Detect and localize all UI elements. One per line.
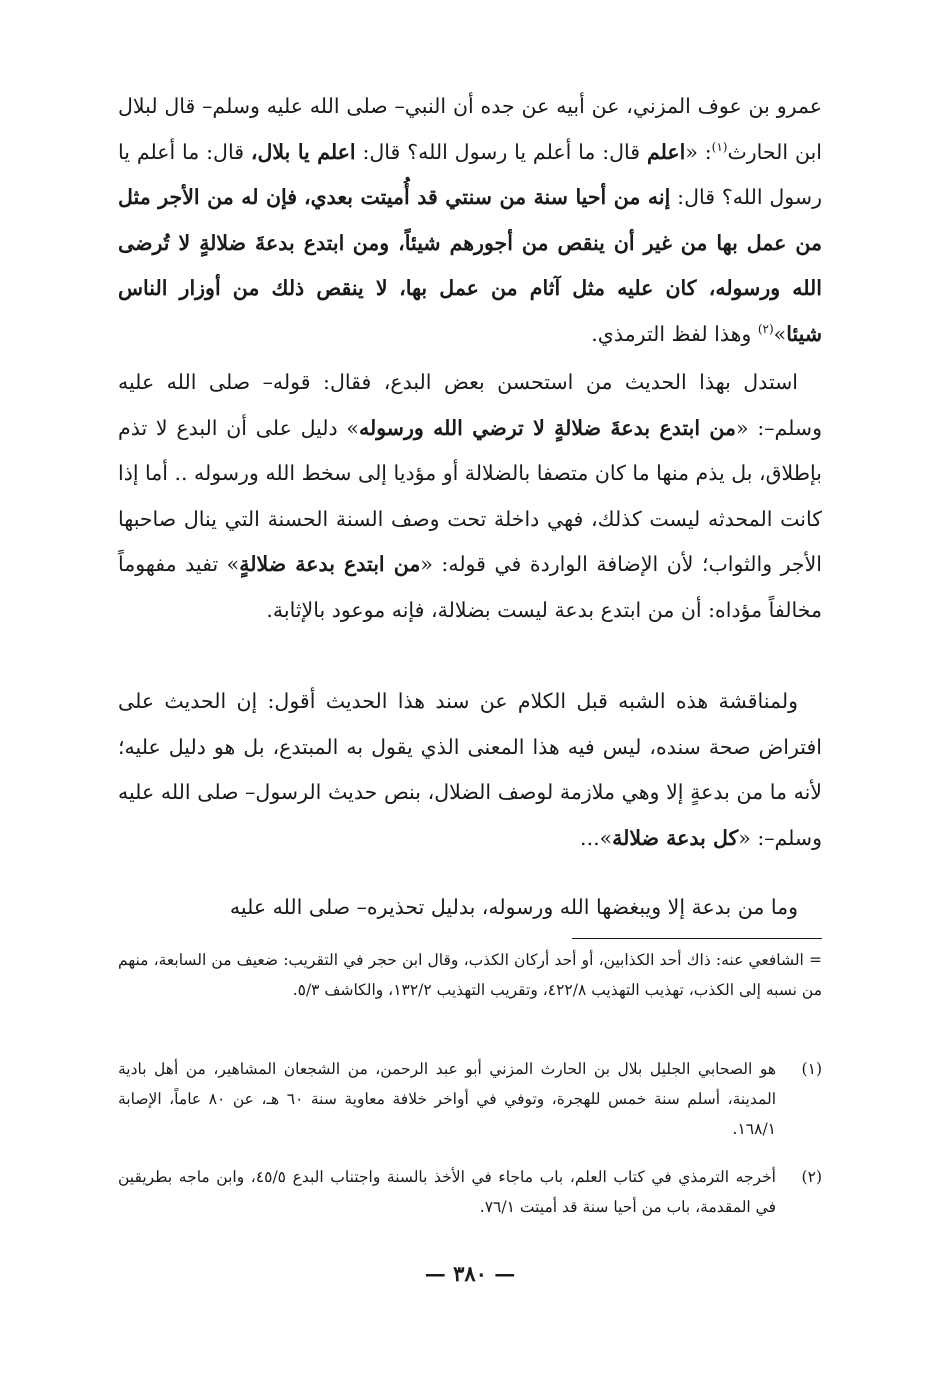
text: »... <box>580 825 613 850</box>
bold-text: من ابتدع بدعة ضلالةٍ <box>239 552 421 576</box>
text: وهذا لفظ الترمذي. <box>591 321 758 346</box>
bold-text: كل بدعة ضلالة <box>612 825 739 850</box>
text: : « <box>685 139 712 164</box>
text: » <box>773 321 787 346</box>
bold-text: من ابتدع بدعةَ ضلالةٍ لا ترضي الله ورسوله <box>358 415 737 440</box>
footnote-ref-1[interactable]: (١) <box>711 139 728 154</box>
bold-text: فإن له من الأجر مثل من عمل بها من غير أن ينقص من أجورهم شيئاً، ومن <box>118 185 822 255</box>
text: قال: ما أعلم يا رسول الله؟ قال: <box>118 139 822 209</box>
bold-text: إنه من أحيا سنة من سنتي قد أُميتت بعدي، <box>303 185 671 209</box>
text: عمرو بن عوف المزني، عن أبيه عن جده أن النبي– صلى الله عليه وسلم– قال <box>164 94 822 118</box>
paragraph-hadith <box>118 84 822 357</box>
footnote-1 <box>118 1054 822 1144</box>
text: ولمناقشة هذه الشبه قبل الكلام عن سند هذا الحديث أقول: إن الحديث على افتراض صحة سنده، ليس فيه هذا المعنى الذي يقول به المبتدع، بل هو دليل عليه؛ لأنه ما من بدعةٍ إلا وهي ملازمة لوصف الضلال، بنص حديث الرسول– صلى الله عليه وسلم–: « <box>118 689 822 850</box>
paragraph-argument <box>118 360 822 633</box>
text: استدل بهذا الحديث من استحسن بعض البدع، فقال: قوله– صلى الله عليه وسلم–: « <box>118 370 822 440</box>
page-number: — ٣٨٠ — <box>424 1261 516 1286</box>
footnote-continuation: = الشافعي عنه: ذاك أحد الكذابين، أو أحد أركان الكذب، وقال ابن حجر في التقريب: ضعيف من السابعة، منهم من نسبه إلى الكذب، تهذيب التهذيب ٤٢٢/٨، وتقريب التهذيب ١٣٢/٢، والكاشف ٥/٣. <box>118 951 822 999</box>
footnote-2 <box>118 1162 822 1222</box>
paragraph-continuation <box>118 885 822 931</box>
text: وما من بدعة إلا ويبغضها الله ورسوله، بدليل تحذيره– صلى الله عليه <box>229 895 798 919</box>
footnote-marker: (١) <box>801 1060 822 1078</box>
bold-text: لا ينقص ذلك من أوزار الناس شيئا <box>118 276 822 346</box>
footnote-marker: (٢) <box>801 1168 822 1186</box>
bold-text: اعلم <box>646 139 686 164</box>
footnote-separator <box>572 938 822 939</box>
footnote-text: أخرجه الترمذي في كتاب العلم، باب ماجاء في الأخذ بالسنة واجتناب البدع ٤٥/٥، وابن ماجه بطريقين في المقدمة، باب من أحيا سنة قد أميتت ٧٦/١. <box>118 1168 776 1216</box>
bold-text: ابتدع بدعةَ ضلالةٍ لا تُرضى الله ورسوله، كان عليه مثل آثام من عمل بها، <box>118 230 823 300</box>
bold-text: اعلم يا بلال، <box>250 139 356 164</box>
paragraph-discussion <box>118 679 822 861</box>
footnote-ref-2[interactable]: (٢) <box>757 321 774 336</box>
text: لبلال ابن الحارث <box>118 94 822 164</box>
footnote-text: هو الصحابي الجليل بلال بن الحارث المزني أبو عبد الرحمن، من الشجعان المشاهير، من أهل بادية المدينة، أسلم سنة خمس للهجرة، وتوفي في أواخر خلافة معاوية سنة ٦٠ هـ، عن ٨٠ عاماً، الإصابة ١٦٨/١. <box>118 1060 776 1138</box>
text: » دليل على أن البدع لا تذم بإطلاق، بل يذم منها ما كان متصفا بالضلالة أو مؤديا إلى سخط الله ورسوله .. أما إذا كانت المحدثه ليست كذلك، فهي داخلة تحت وصف السنة الحسنة التي ينال صاحبها الأجر والثواب؛ لأن الإضافة الواردة في قوله: « <box>118 415 822 576</box>
document-page <box>118 78 822 1358</box>
text: » تفيد مفهوماً مخالفاً مؤداه: أن من ابتدع بدعة ليست بضلالة، فإنه موعود بالإثابة. <box>118 552 822 622</box>
text: قال: ما أعلم يا رسول الله؟ قال: <box>355 139 647 164</box>
